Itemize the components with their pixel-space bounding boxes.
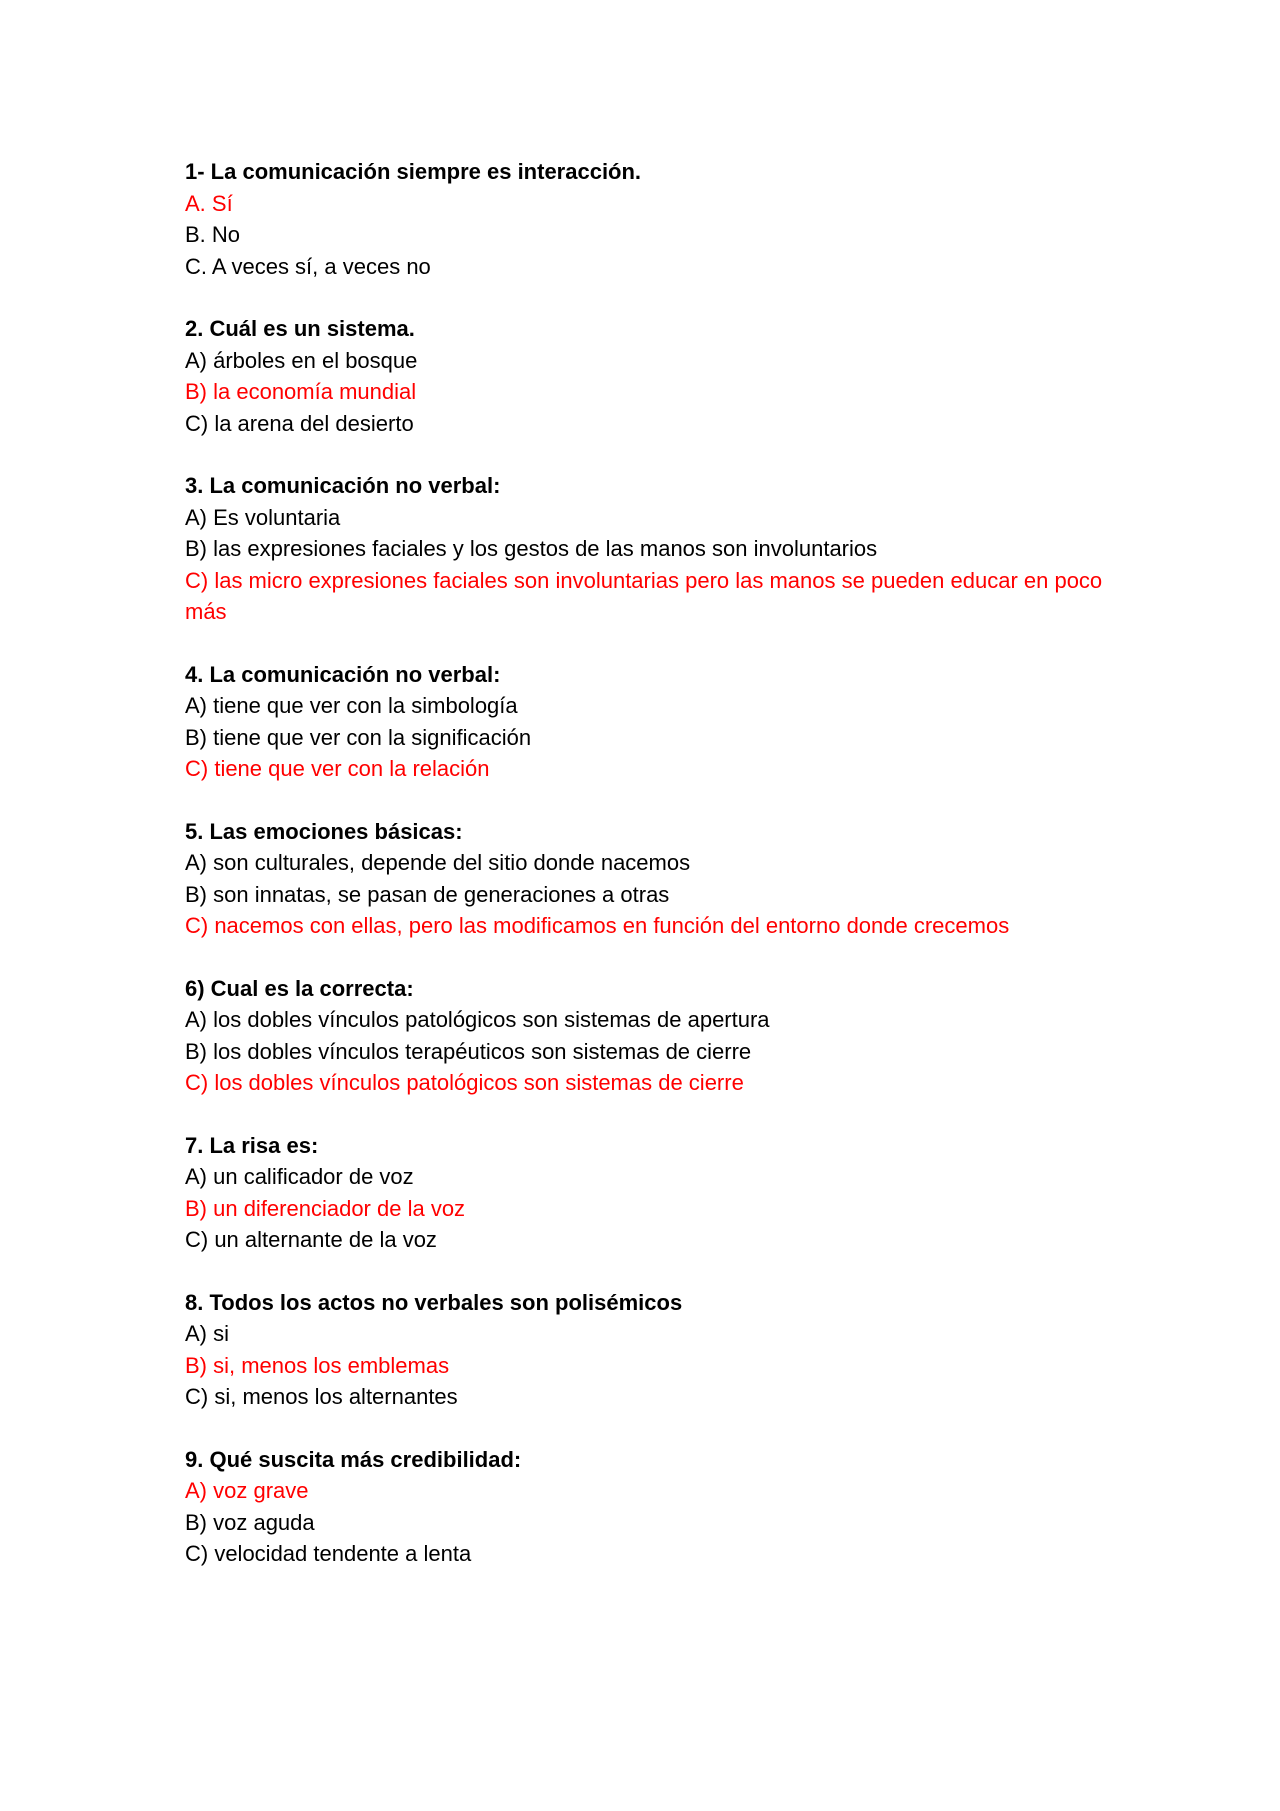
correct-answer-option: C) nacemos con ellas, pero las modificamos en función del entorno donde crecemos — [185, 913, 1010, 938]
correct-answer-option: A) voz grave — [185, 1478, 309, 1503]
question-5 — [185, 816, 1115, 942]
answer-option: B) las expresiones faciales y los gestos de las manos son involuntarios — [185, 536, 878, 561]
correct-answer-option: A. Sí — [185, 190, 233, 216]
answer-option: B) tiene que ver con la significación — [185, 724, 532, 750]
question-title: 4. La comunicación no verbal: — [185, 661, 501, 687]
answer-option: C) si, menos los alternantes — [185, 1384, 458, 1409]
answer-option: A) son culturales, depende del sitio donde nacemos — [185, 850, 691, 875]
answer-option: A) si — [185, 1321, 229, 1346]
question-title: 5. Las emociones básicas: — [185, 818, 463, 844]
question-title: 8. Todos los actos no verbales son polisémicos — [185, 1289, 683, 1315]
correct-answer-option: C) las micro expresiones faciales son involuntarias pero las manos se pueden educar en poco más — [185, 567, 1103, 624]
answer-option: A) tiene que ver con la simbología — [185, 693, 518, 718]
question-8 — [185, 1287, 1115, 1413]
correct-answer-option: B) la economía mundial — [185, 379, 417, 404]
question-title: 7. La risa es: — [185, 1132, 319, 1158]
answer-option: B) los dobles vínculos terapéuticos son sistemas de cierre — [185, 1038, 752, 1064]
question-title: 1- La comunicación siempre es interacción. — [185, 159, 642, 184]
answer-option: A) árboles en el bosque — [185, 347, 418, 373]
question-3 — [185, 470, 1115, 628]
correct-answer-option: C) tiene que ver con la relación — [185, 756, 490, 781]
answer-option: C) un alternante de la voz — [185, 1227, 437, 1252]
answer-option: B. No — [185, 222, 241, 247]
answer-option: C) la arena del desierto — [185, 410, 414, 436]
quiz-document — [185, 156, 1115, 1601]
question-9 — [185, 1444, 1115, 1570]
answer-option: C) velocidad tendente a lenta — [185, 1541, 472, 1566]
question-6 — [185, 973, 1115, 1099]
question-1 — [185, 156, 1115, 282]
question-title: 3. La comunicación no verbal: — [185, 473, 501, 498]
question-2 — [185, 313, 1115, 439]
question-4 — [185, 659, 1115, 785]
answer-option: A) los dobles vínculos patológicos son sistemas de apertura — [185, 1007, 770, 1032]
answer-option: C. A veces sí, a veces no — [185, 253, 431, 279]
correct-answer-option: B) un diferenciador de la voz — [185, 1195, 466, 1221]
question-title: 2. Cuál es un sistema. — [185, 316, 415, 341]
answer-option: A) un calificador de voz — [185, 1164, 414, 1189]
question-7 — [185, 1130, 1115, 1256]
answer-option: B) voz aguda — [185, 1509, 315, 1535]
correct-answer-option: B) si, menos los emblemas — [185, 1352, 450, 1378]
question-title: 9. Qué suscita más credibilidad: — [185, 1446, 522, 1472]
answer-option: B) son innatas, se pasan de generaciones a otras — [185, 881, 670, 907]
question-title: 6) Cual es la correcta: — [185, 975, 414, 1001]
answer-option: A) Es voluntaria — [185, 504, 341, 530]
correct-answer-option: C) los dobles vínculos patológicos son sistemas de cierre — [185, 1070, 744, 1095]
